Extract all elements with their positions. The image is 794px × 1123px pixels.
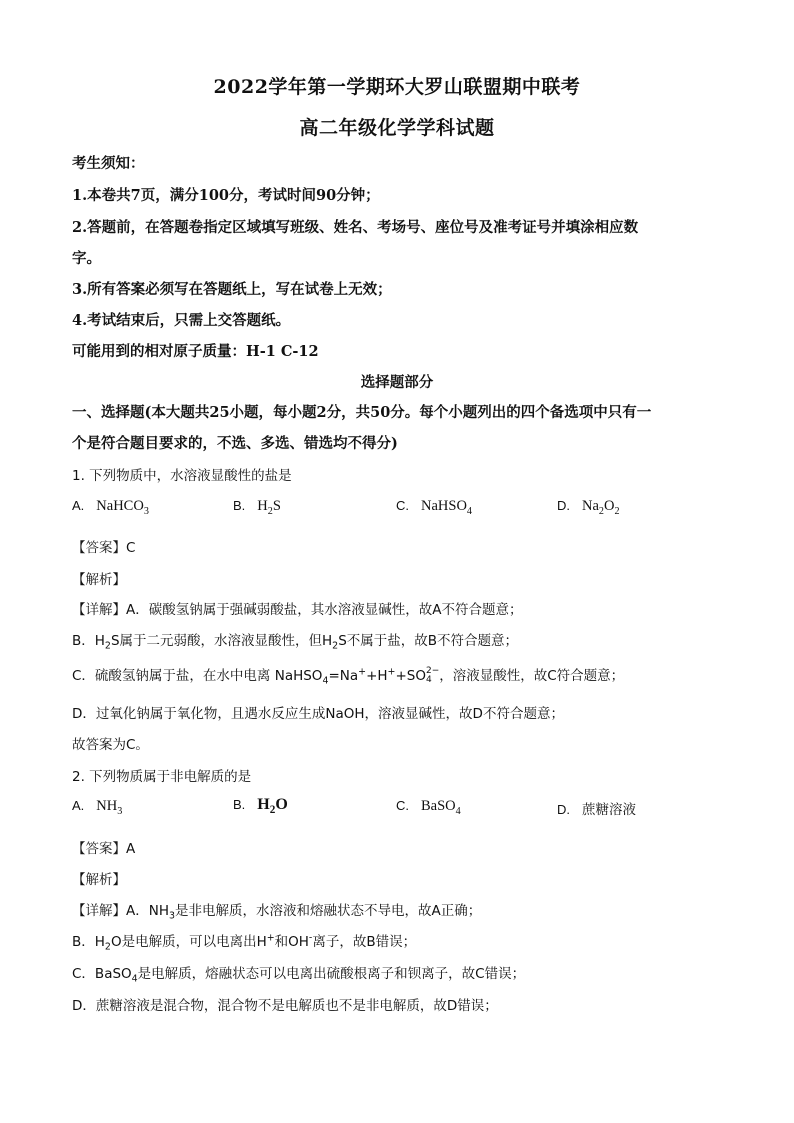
q1-option-b-letter: B.: [233, 498, 246, 513]
q2-answer-value: A: [126, 841, 136, 857]
q1-detail-b-part2: S属于二元弱酸，水溶液显酸性，但H: [110, 633, 333, 649]
q2-detail-a-part2: 是非电解质，水溶液和熔融状态不导电，故A正确；: [175, 903, 482, 919]
q2-option-b-formula-end: O: [275, 796, 288, 813]
q2-detail-a: [72, 899, 732, 922]
notice-item-1: 1.本卷共7页，满分100分，考试时间90分钟；: [72, 187, 380, 204]
q2-detail-b-part1: B．H: [72, 934, 105, 950]
q2-detail-c-part1: C．BaSO: [72, 966, 132, 982]
q1-option-c: [396, 498, 472, 517]
q1-option-a-letter: A.: [72, 498, 85, 513]
q1-detail-c-sup2: +: [387, 666, 396, 678]
q1-option-b-formula: H: [257, 498, 268, 514]
notice-item-2-cont: 字。: [72, 250, 101, 267]
q2-detail-c: [72, 962, 732, 985]
q1-option-d-sub1: 2: [598, 505, 604, 517]
q2-detail-b-part4: 离子，故B错误；: [312, 934, 417, 950]
q1-option-b-formula-end: S: [272, 498, 281, 514]
q2-detail-b-part2: O是电解质，可以电离出H: [110, 934, 267, 950]
q2-detail-d: D．蔗糖溶液是混合物，混合物不是电解质也不是非电解质，故D错误；: [72, 998, 498, 1014]
q1-option-a: [72, 498, 149, 517]
notice-item-3: 3.所有答案必须写在答题纸上，写在试卷上无效；: [72, 281, 392, 298]
section-name: 选择题部分: [360, 374, 434, 391]
atomic-mass-note: 可能用到的相对原子质量：H-1 C-12: [72, 343, 319, 360]
q1-conclusion: 故答案为C。: [72, 737, 149, 753]
q2-option-d: [557, 798, 636, 818]
q2-option-c-formula: BaSO: [421, 798, 456, 814]
q1-option-b: [233, 498, 281, 517]
q1-analysis-tag: 【解析】: [72, 572, 126, 588]
q1-option-d-sub2: 2: [614, 505, 620, 517]
q1-detail-d: D．过氧化钠属于氧化物，且遇水反应生成NaOH，溶液显碱性，故D不符合题意；: [72, 706, 564, 722]
q2-option-a: [72, 798, 122, 817]
q1-detail-c: [72, 664, 732, 687]
q1-detail-c-sub1: 4: [322, 675, 329, 687]
q2-option-a-letter: A.: [72, 798, 85, 813]
q2-option-c: [396, 798, 461, 817]
q1-detail-a: [72, 598, 732, 618]
q1-detail-c-part5: ，溶液显酸性，故C符合题意；: [439, 668, 625, 684]
q2-option-d-text: 蔗糖溶液: [582, 802, 636, 818]
q1-answer-value: C: [126, 540, 136, 556]
q2-option-b-letter: B.: [233, 797, 246, 812]
q2-option-c-letter: C.: [396, 798, 409, 813]
q1-option-a-formula: NaHCO: [96, 498, 144, 514]
section-intro-2: 个是符合题目要求的，不选、多选、错选均不得分): [72, 435, 398, 452]
q1-option-c-formula: NaHSO: [421, 498, 467, 514]
notice-heading: 考生须知：: [72, 155, 145, 172]
q1-detail-c-sup1: +: [358, 666, 367, 678]
q1-stem: 1. 下列物质中，水溶液显酸性的盐是: [72, 468, 292, 484]
q1-detail-b-sub1: 2: [104, 640, 111, 652]
q1-detail-c-ion-charge: [426, 667, 439, 685]
q2-option-b: [233, 796, 288, 816]
exam-title: 2022学年第一学期环大罗山联盟期中联考: [213, 76, 581, 98]
q1-option-c-letter: C.: [396, 498, 409, 513]
q2-detail-c-part2: 是电解质，熔融状态可以电离出硫酸根离子和钡离子，故C错误；: [137, 966, 526, 982]
q2-analysis-tag: 【解析】: [72, 872, 126, 888]
q1-option-d: [557, 498, 620, 517]
q1-detail-c-part2: =Na: [328, 668, 359, 684]
section-intro-1: 一、选择题(本大题共25小题，每小题2分，共50分。每个小题列出的四个备选项中只有一: [72, 404, 652, 421]
q2-option-d-letter: D.: [557, 802, 570, 817]
q1-option-c-sub: 4: [466, 505, 472, 517]
q1-detail-c-part4: +SO: [395, 668, 426, 684]
q1-option-d-letter: D.: [557, 498, 570, 513]
q2-option-a-sub: 3: [117, 805, 123, 817]
q2-option-a-formula: NH: [96, 798, 118, 814]
q2-option-b-formula: H: [257, 796, 270, 813]
q2-stem: 2. 下列物质属于非电解质的是: [72, 769, 252, 785]
q2-detail-b-sub: 2: [104, 941, 111, 953]
notice-item-2: 2.答题前，在答题卷指定区域填写班级、姓名、考场号、座位号及准考证号并填涂相应数: [72, 219, 639, 236]
q1-detail-a-text: A．碳酸氢钠属于强碱弱酸盐，其水溶液显碱性，故A不符合题意；: [126, 602, 523, 618]
q1-answer: [72, 536, 732, 556]
q1-option-d-formula: Na: [582, 498, 599, 514]
q1-option-d-formula-mid: O: [603, 498, 615, 514]
q2-detail-b-sup1: +: [266, 932, 275, 944]
q2-detail-c-sub: 4: [131, 973, 138, 985]
notice-item-4: 4.考试结束后，只需上交答题纸。: [72, 312, 291, 329]
q2-detail-a-part1: A．NH: [126, 903, 169, 919]
q1-detail-c-sup3: 2−: [425, 666, 440, 676]
q2-detail-a-sub: 3: [169, 910, 176, 922]
q1-detail-b-part1: B．H: [72, 633, 105, 649]
q1-option-b-sub: 2: [267, 505, 273, 517]
q1-option-a-sub: 3: [143, 505, 149, 517]
q1-answer-tag: 【答案】: [72, 540, 126, 556]
q2-answer: [72, 837, 732, 857]
q1-detail-b: [72, 629, 732, 652]
q1-detail-c-sub2: 4: [425, 675, 432, 685]
q2-detail-b: [72, 930, 732, 953]
q2-option-c-sub: 4: [455, 805, 461, 817]
q2-answer-tag: 【答案】: [72, 841, 126, 857]
q1-detail-b-part3: S不属于盐，故B不符合题意；: [338, 633, 519, 649]
q2-detail-tag: 【详解】: [72, 903, 126, 919]
q1-detail-tag: 【详解】: [72, 602, 126, 618]
q1-detail-b-sub2: 2: [332, 640, 339, 652]
q2-detail-b-sup2: -: [308, 932, 313, 944]
q2-option-b-sub: 2: [269, 804, 276, 817]
q1-detail-c-part3: +H: [366, 668, 388, 684]
q1-detail-c-part1: C．硫酸氢钠属于盐，在水中电离 NaHSO: [72, 668, 323, 684]
exam-subtitle: 高二年级化学学科试题: [299, 117, 495, 139]
q2-detail-b-part3: 和OH: [274, 934, 309, 950]
